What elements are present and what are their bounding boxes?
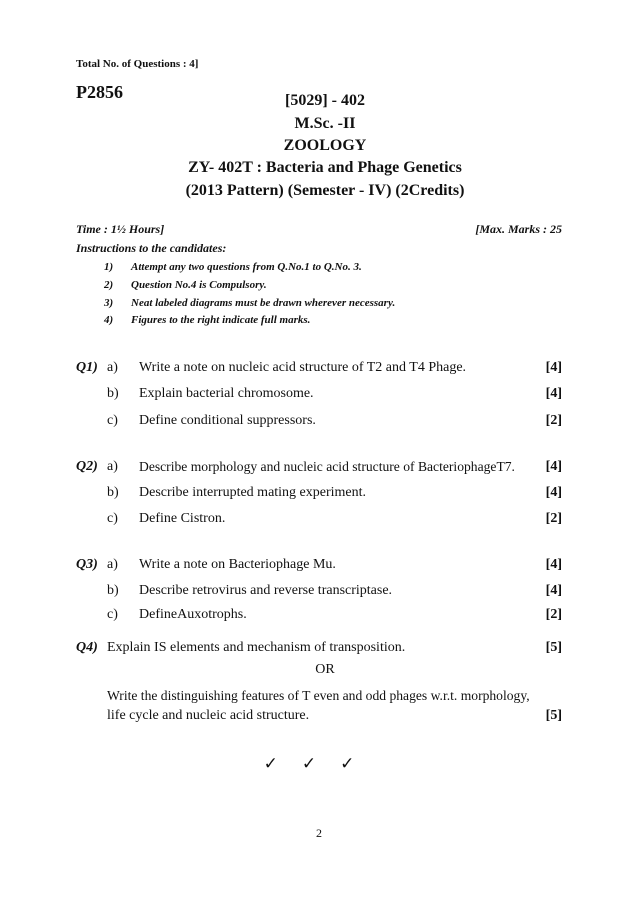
exam-time: Time : 1½ Hours] (76, 222, 165, 236)
marks: [4] (545, 360, 562, 375)
part-label: b) (107, 386, 119, 401)
marks: [4] (545, 583, 562, 598)
marks: [2] (545, 511, 562, 526)
instruction-text: Figures to the right indicate full marks. (131, 314, 311, 326)
part-label: a) (107, 459, 118, 474)
page-number: 2 (316, 826, 322, 840)
question-text: Describe retrovirus and reverse transcriptase. (139, 583, 393, 598)
question-label: Q2) (76, 459, 98, 474)
part-label: c) (107, 511, 118, 526)
marks: [4] (545, 459, 562, 474)
marks: [2] (545, 607, 562, 622)
marks: [4] (545, 485, 562, 500)
marks: [4] (545, 386, 562, 401)
part-label: a) (107, 360, 118, 375)
marks: [4] (545, 557, 562, 572)
max-marks: [Max. Marks : 25 (475, 222, 562, 236)
marks: [5] (545, 708, 562, 723)
exam-pattern: (2013 Pattern) (Semester - IV) (2Credits) (185, 182, 465, 199)
checkmark-icon: ✓ (263, 754, 278, 773)
instructions-heading: Instructions to the candidates: (76, 241, 227, 255)
question-text: Write a note on Bacteriophage Mu. (139, 557, 336, 572)
question-label: Q3) (76, 557, 98, 572)
question-label: Q4) (76, 640, 98, 655)
exam-code: [5029] - 402 (285, 92, 365, 109)
part-label: b) (107, 583, 119, 598)
instruction-number: 4) (104, 314, 114, 326)
question-text: Describe morphology and nucleic acid structure of BacteriophageT7. (139, 459, 515, 474)
part-label: b) (107, 485, 119, 500)
instruction-text: Question No.4 is Compulsory. (131, 279, 267, 291)
question-text: DefineAuxotrophs. (139, 607, 247, 622)
total-questions: Total No. of Questions : 4] (76, 58, 199, 70)
instruction-number: 3) (104, 297, 114, 309)
end-checkmarks (0, 754, 628, 774)
question-text: Explain bacterial chromosome. (139, 386, 314, 401)
marks: [2] (545, 413, 562, 428)
question-text: Define Cistron. (139, 511, 226, 526)
instruction-number: 1) (104, 261, 114, 273)
course: M.Sc. -II (294, 115, 356, 132)
question-text: Define conditional suppressors. (139, 413, 316, 428)
question-text-alt-line1: Write the distinguishing features of T even and odd phages w.r.t. morphology, (107, 688, 530, 703)
question-text-alt-line2: life cycle and nucleic acid structure. (107, 708, 310, 723)
part-label: c) (107, 607, 118, 622)
subject: ZOOLOGY (283, 137, 367, 154)
instruction-number: 2) (104, 279, 114, 291)
part-label: a) (107, 557, 118, 572)
question-text: Explain IS elements and mechanism of transposition. (107, 640, 406, 655)
part-label: c) (107, 413, 118, 428)
question-text: Describe interrupted mating experiment. (139, 485, 367, 500)
instruction-text: Neat labeled diagrams must be drawn wherever necessary. (131, 297, 396, 309)
or-separator: OR (315, 662, 335, 677)
paper-code: P2856 (76, 82, 123, 102)
instruction-text: Attempt any two questions from Q.No.1 to Q.No. 3. (131, 261, 362, 273)
question-text: Write a note on nucleic acid structure of T2 and T4 Phage. (139, 360, 467, 375)
checkmark-icon: ✓ (340, 754, 355, 773)
marks: [5] (545, 640, 562, 655)
question-label: Q1) (76, 360, 98, 375)
paper-title: ZY- 402T : Bacteria and Phage Genetics (188, 159, 462, 176)
checkmark-icon: ✓ (301, 754, 317, 773)
